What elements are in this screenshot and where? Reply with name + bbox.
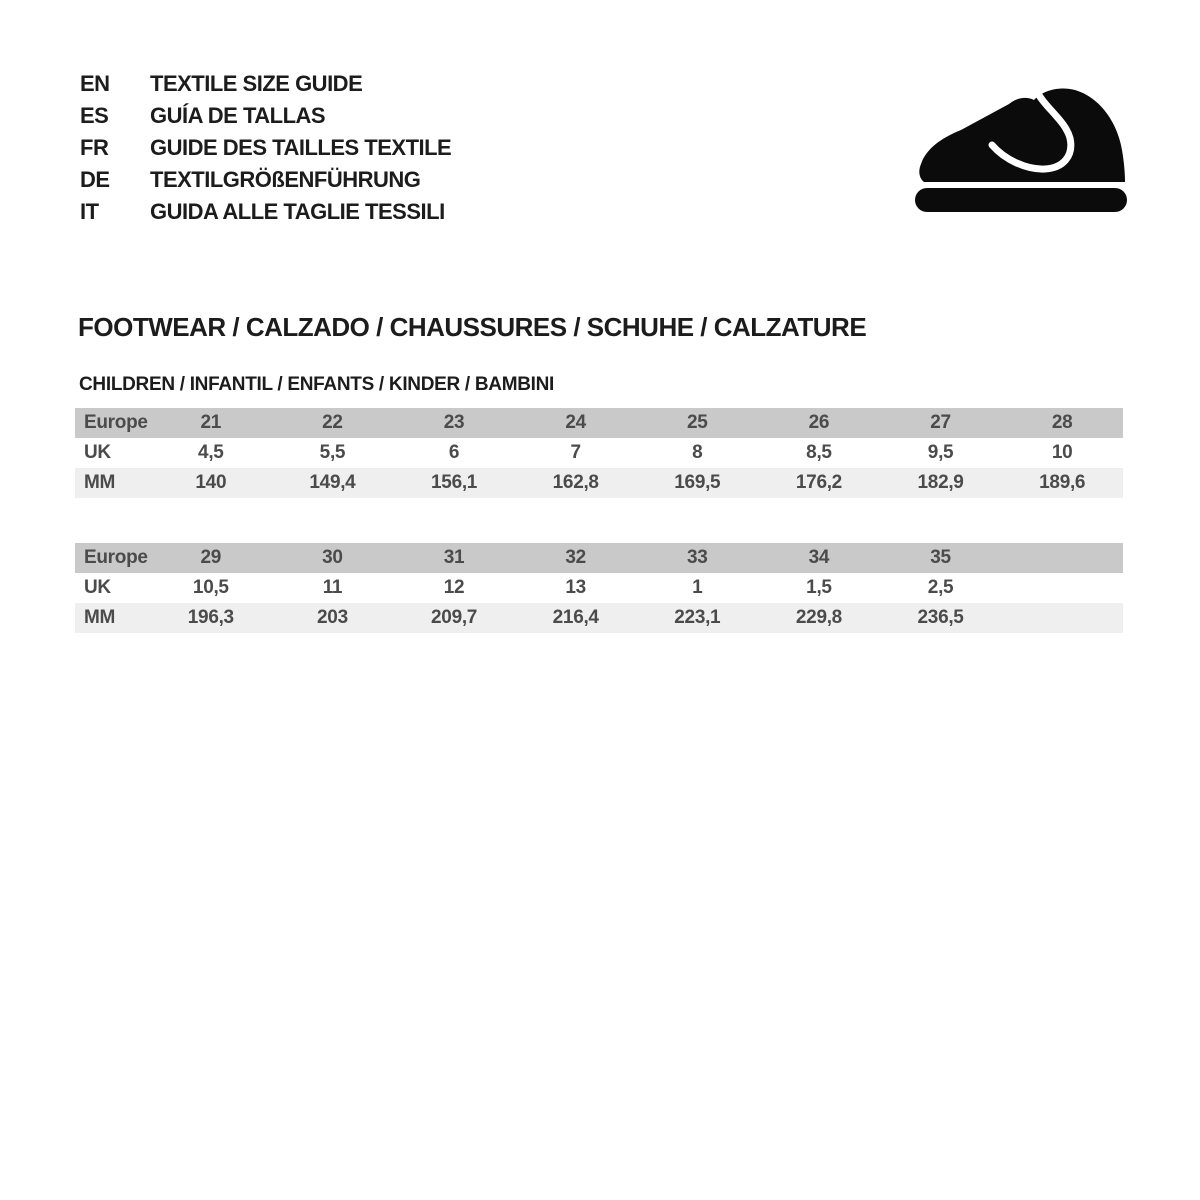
table-cell: 27 <box>880 408 1002 438</box>
table-cell: 5,5 <box>272 438 394 468</box>
table-cell: 26 <box>758 408 880 438</box>
table-cell: 223,1 <box>637 603 759 633</box>
table-cell: 32 <box>515 543 637 573</box>
table-cell: 8 <box>637 438 759 468</box>
language-code: IT <box>80 199 99 224</box>
table-cell: 216,4 <box>515 603 637 633</box>
table-cell: 13 <box>515 573 637 603</box>
table-row-europe <box>75 543 1123 573</box>
table-cell: 29 <box>150 543 272 573</box>
table-cell: 169,5 <box>637 468 759 498</box>
table-cell: 10,5 <box>150 573 272 603</box>
table-cell: 1,5 <box>758 573 880 603</box>
section-title: FOOTWEAR / CALZADO / CHAUSSURES / SCHUHE / CALZATURE <box>78 312 867 342</box>
table-row-uk <box>75 573 1123 603</box>
table-cell: 6 <box>393 438 515 468</box>
size-table-21-28 <box>75 408 1123 498</box>
language-title: GUIDA ALLE TAGLIE TESSILI <box>150 199 445 224</box>
table-cell: 229,8 <box>758 603 880 633</box>
row-label: UK <box>75 573 150 603</box>
language-code: DE <box>80 167 110 192</box>
table-cell <box>1001 543 1123 573</box>
table-cell: 34 <box>758 543 880 573</box>
table-cell: 22 <box>272 408 394 438</box>
table-cell <box>1001 603 1123 633</box>
table-cell: 33 <box>637 543 759 573</box>
row-label: MM <box>75 468 150 498</box>
table-cell <box>1001 573 1123 603</box>
table-cell: 2,5 <box>880 573 1002 603</box>
table-cell: 149,4 <box>272 468 394 498</box>
table-cell: 176,2 <box>758 468 880 498</box>
table-cell: 196,3 <box>150 603 272 633</box>
baby-shoe-icon <box>915 88 1127 212</box>
language-title: GUIDE DES TAILLES TEXTILE <box>150 135 452 160</box>
language-row-en <box>80 68 451 100</box>
table-cell: 7 <box>515 438 637 468</box>
language-row-es <box>80 100 451 132</box>
table-cell: 10 <box>1001 438 1123 468</box>
language-title: TEXTILE SIZE GUIDE <box>150 71 363 96</box>
table-cell: 203 <box>272 603 394 633</box>
table-row-uk <box>75 438 1123 468</box>
table-cell: 28 <box>1001 408 1123 438</box>
table-row-europe <box>75 408 1123 438</box>
table-cell: 30 <box>272 543 394 573</box>
table-cell: 4,5 <box>150 438 272 468</box>
row-label: Europe <box>75 543 150 573</box>
row-label: UK <box>75 438 150 468</box>
language-title: TEXTILGRÖßENFÜHRUNG <box>150 167 421 192</box>
size-table-29-35 <box>75 543 1123 633</box>
table-cell: 1 <box>637 573 759 603</box>
language-code: FR <box>80 135 109 160</box>
table-cell: 189,6 <box>1001 468 1123 498</box>
language-code: ES <box>80 103 109 128</box>
language-row-fr <box>80 132 451 164</box>
table-cell: 8,5 <box>758 438 880 468</box>
table-cell: 182,9 <box>880 468 1002 498</box>
language-title: GUÍA DE TALLAS <box>150 103 326 128</box>
table-row-mm <box>75 603 1123 633</box>
table-cell: 236,5 <box>880 603 1002 633</box>
table-cell: 35 <box>880 543 1002 573</box>
table-cell: 209,7 <box>393 603 515 633</box>
language-code: EN <box>80 71 110 96</box>
section-subtitle: CHILDREN / INFANTIL / ENFANTS / KINDER / BAMBINI <box>79 374 555 395</box>
table-cell: 9,5 <box>880 438 1002 468</box>
language-row-it <box>80 196 451 228</box>
table-cell: 140 <box>150 468 272 498</box>
row-label: MM <box>75 603 150 633</box>
row-label: Europe <box>75 408 150 438</box>
table-cell: 21 <box>150 408 272 438</box>
table-cell: 156,1 <box>393 468 515 498</box>
language-list <box>80 68 451 228</box>
table-row-mm <box>75 468 1123 498</box>
language-row-de <box>80 164 451 196</box>
table-cell: 12 <box>393 573 515 603</box>
table-cell: 31 <box>393 543 515 573</box>
table-cell: 162,8 <box>515 468 637 498</box>
table-cell: 23 <box>393 408 515 438</box>
table-cell: 11 <box>272 573 394 603</box>
table-cell: 25 <box>637 408 759 438</box>
table-cell: 24 <box>515 408 637 438</box>
